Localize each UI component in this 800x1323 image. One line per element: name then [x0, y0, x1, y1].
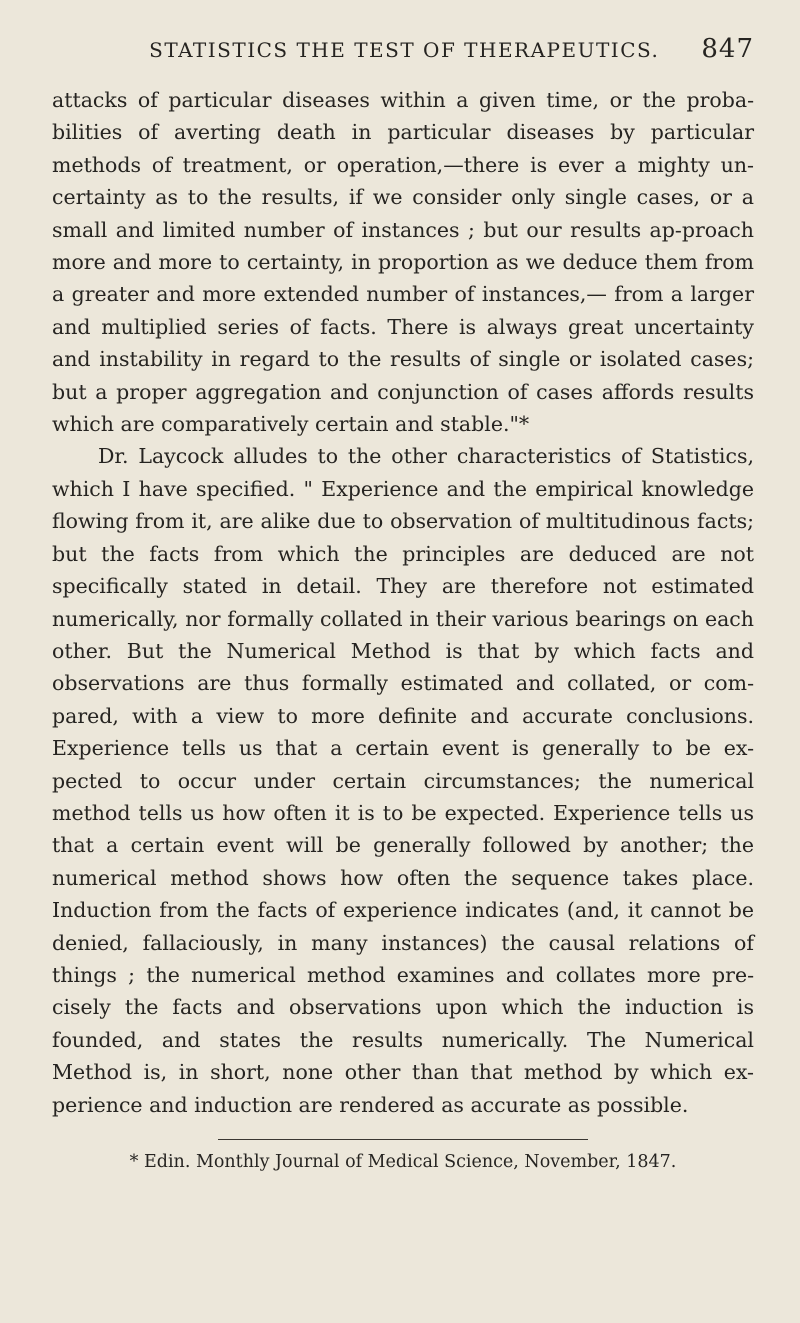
running-head [52, 34, 754, 68]
paragraph-laycock: Dr. Laycock alludes to the other characteristics of Statistics, which I have specified. " Experience and the empirical knowledge flowing from it, are alike due to observation of multitudinous facts; but the facts from which the principles are deduced are not specifically stated in detail. They are therefore not estimated numerically, nor formally collated in their various bearings on each other. But the Numerical Method is that by which facts and observations are thus formally estimated and collated, or com-pared, with a view to more definite and accurate conclusions. Experience tells us that a certain event is generally to be ex-pected to occur under certain circumstances; the numerical method tells us how often it is to be expected. Experience tells us that a certain event will be generally followed by another; the numerical method shows how often the sequence takes place. Induction from the facts of experience indicates (and, it cannot be denied, fallaciously, in many instances) the causal relations of things ; the numerical method examines and collates more pre-cisely the facts and observations upon which the induction is founded, and states the results numerically. The Numerical Method is, in short, none other than that method by which ex-perience and induction are rendered as accurate as possible. [52, 444, 754, 1117]
page-number: 847 [701, 34, 754, 64]
paragraph-continued: attacks of particular diseases within a given time, or the proba-bilities of averting death in particular diseases by particular methods of treatment, or operation,—there is ever a mighty un-certainty as to the results, if we consider only single cases, or a small and limited number of instances ; but our results ap-proach more and more to certainty, in proportion as we deduce them from a greater and more extended number of instances,— from a larger and multiplied series of facts. There is always great uncertainty and instability in regard to the results of single or isolated cases; but a proper aggregation and conjunction of cases affords results which are comparatively certain and stable."* [52, 88, 754, 437]
running-title: STATISTICS THE TEST OF THERAPEUTICS. [149, 38, 660, 62]
footnote-rule [218, 1139, 588, 1140]
footnote: * Edin. Monthly Journal of Medical Science, November, 1847. [129, 1152, 677, 1172]
